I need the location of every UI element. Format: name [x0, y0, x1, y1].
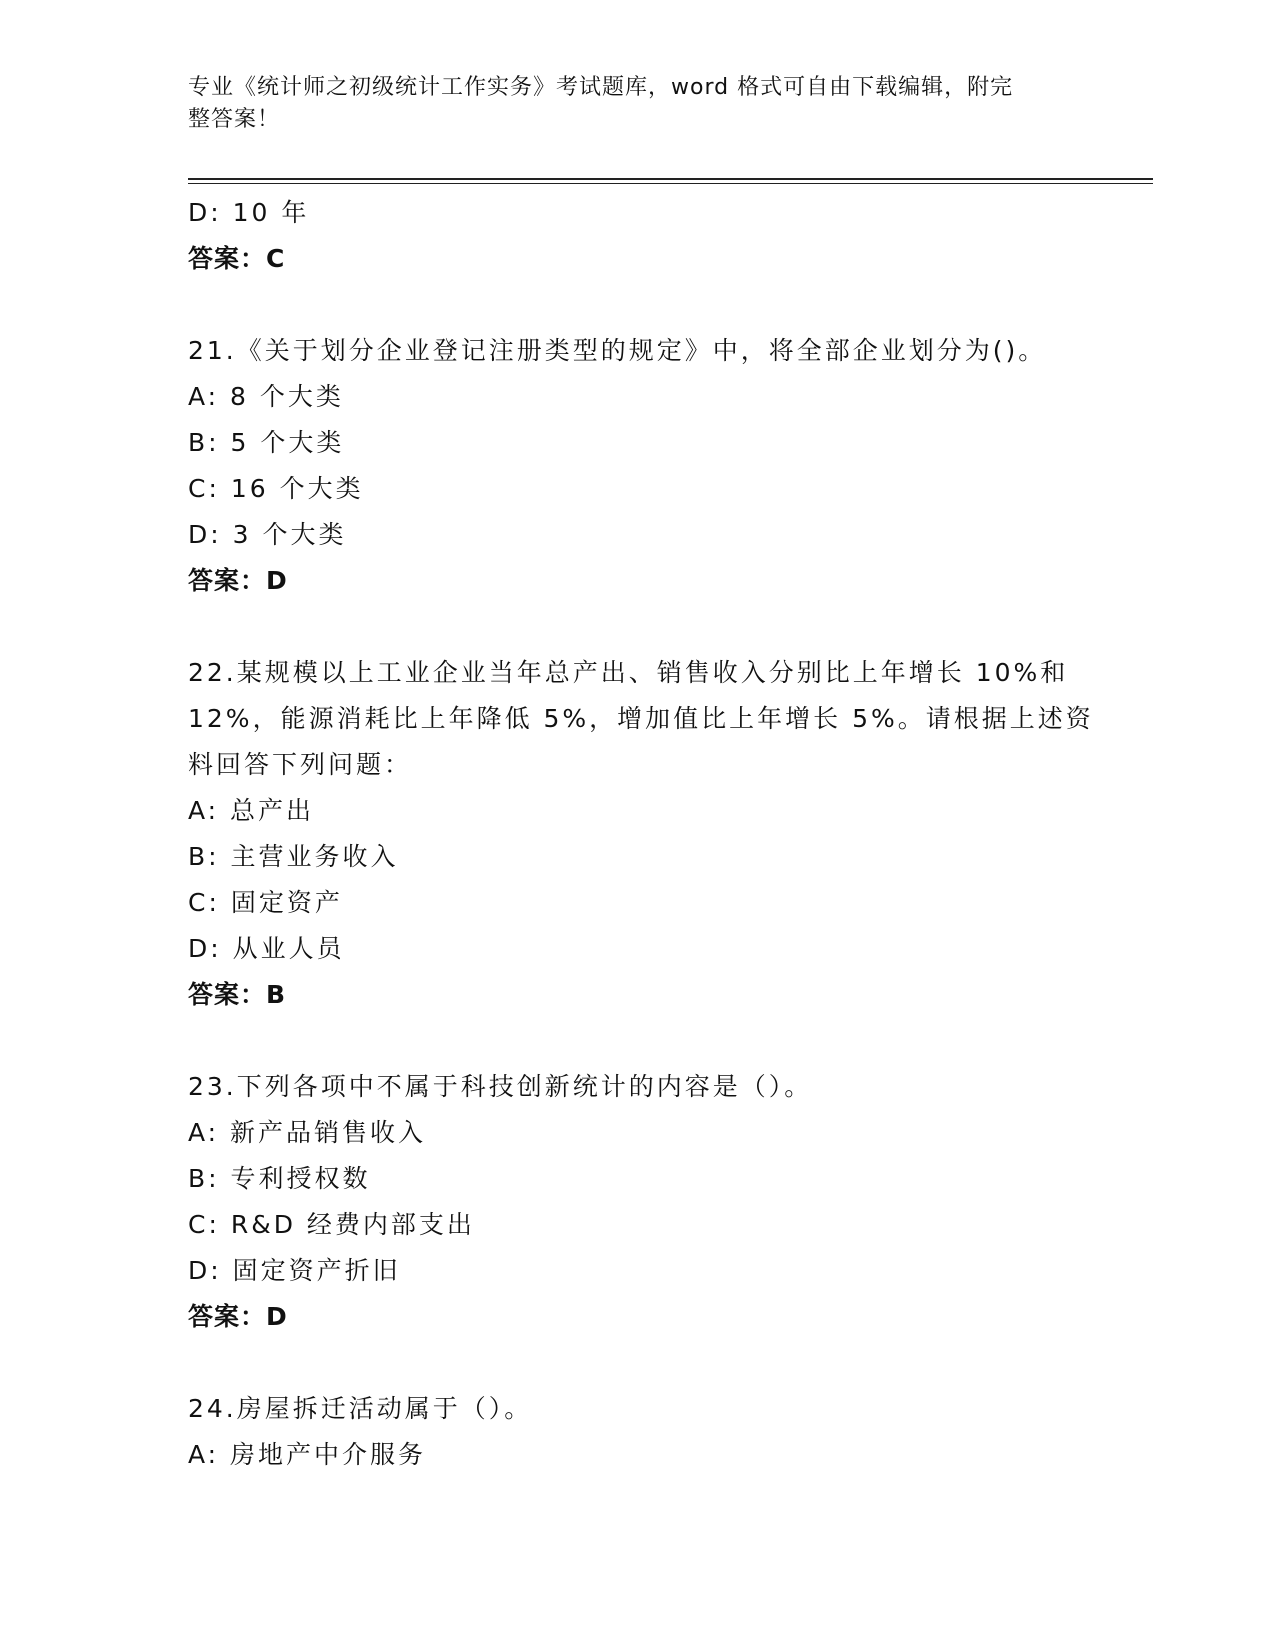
header-divider-thin	[188, 183, 1153, 184]
option-a: A: 新产品销售收入	[188, 1118, 427, 1147]
question-24	[188, 1386, 1068, 1478]
spacer	[188, 604, 1068, 650]
question-stem: 21.《关于划分企业登记注册类型的规定》中，将全部企业划分为()。	[188, 336, 1047, 365]
option-b: B: 专利授权数	[188, 1164, 371, 1193]
header-title-line-2: 整答案！	[188, 107, 281, 132]
spacer	[188, 1340, 1068, 1386]
question-list	[188, 190, 1094, 1478]
spacer	[188, 1018, 1068, 1064]
answer-line: 答案：B	[188, 980, 287, 1009]
spacer	[188, 282, 1068, 328]
option-b: B: 主营业务收入	[188, 842, 399, 871]
header-title-line-1: 专业《统计师之初级统计工作实务》考试题库，word 格式可自由下载编辑，附完	[188, 75, 1014, 100]
option-c: C: 16 个大类	[188, 474, 364, 503]
question-21	[188, 328, 1068, 604]
answer-line: 答案：D	[188, 566, 288, 595]
option-a: A: 8 个大类	[188, 382, 344, 411]
question-stem: 24.房屋拆迁活动属于（）。	[188, 1394, 533, 1423]
header-divider-thick	[188, 178, 1153, 180]
option-d: D: 3 个大类	[188, 520, 347, 549]
document-header	[188, 72, 1068, 136]
option-a: A: 总产出	[188, 796, 315, 825]
question-22	[188, 650, 1094, 1018]
option-d: D: 10 年	[188, 198, 310, 227]
question-stem-line-1: 22.某规模以上工业企业当年总产出、销售收入分别比上年增长 10%和	[188, 658, 1069, 687]
answer-line: 答案：D	[188, 1302, 288, 1331]
question-stem-line-3: 料回答下列问题：	[188, 750, 413, 779]
question-stem: 23.下列各项中不属于科技创新统计的内容是（）。	[188, 1072, 813, 1101]
option-a: A: 房地产中介服务	[188, 1440, 427, 1469]
option-b: B: 5 个大类	[188, 428, 345, 457]
question-stem-line-2: 12%，能源消耗比上年降低 5%，增加值比上年增长 5%。请根据上述资	[188, 704, 1094, 733]
answer-line: 答案：C	[188, 244, 286, 273]
option-d: D: 固定资产折旧	[188, 1256, 401, 1285]
option-c: C: R&D 经费内部支出	[188, 1210, 475, 1239]
question-23	[188, 1064, 1068, 1340]
option-d: D: 从业人员	[188, 934, 345, 963]
option-c: C: 固定资产	[188, 888, 343, 917]
